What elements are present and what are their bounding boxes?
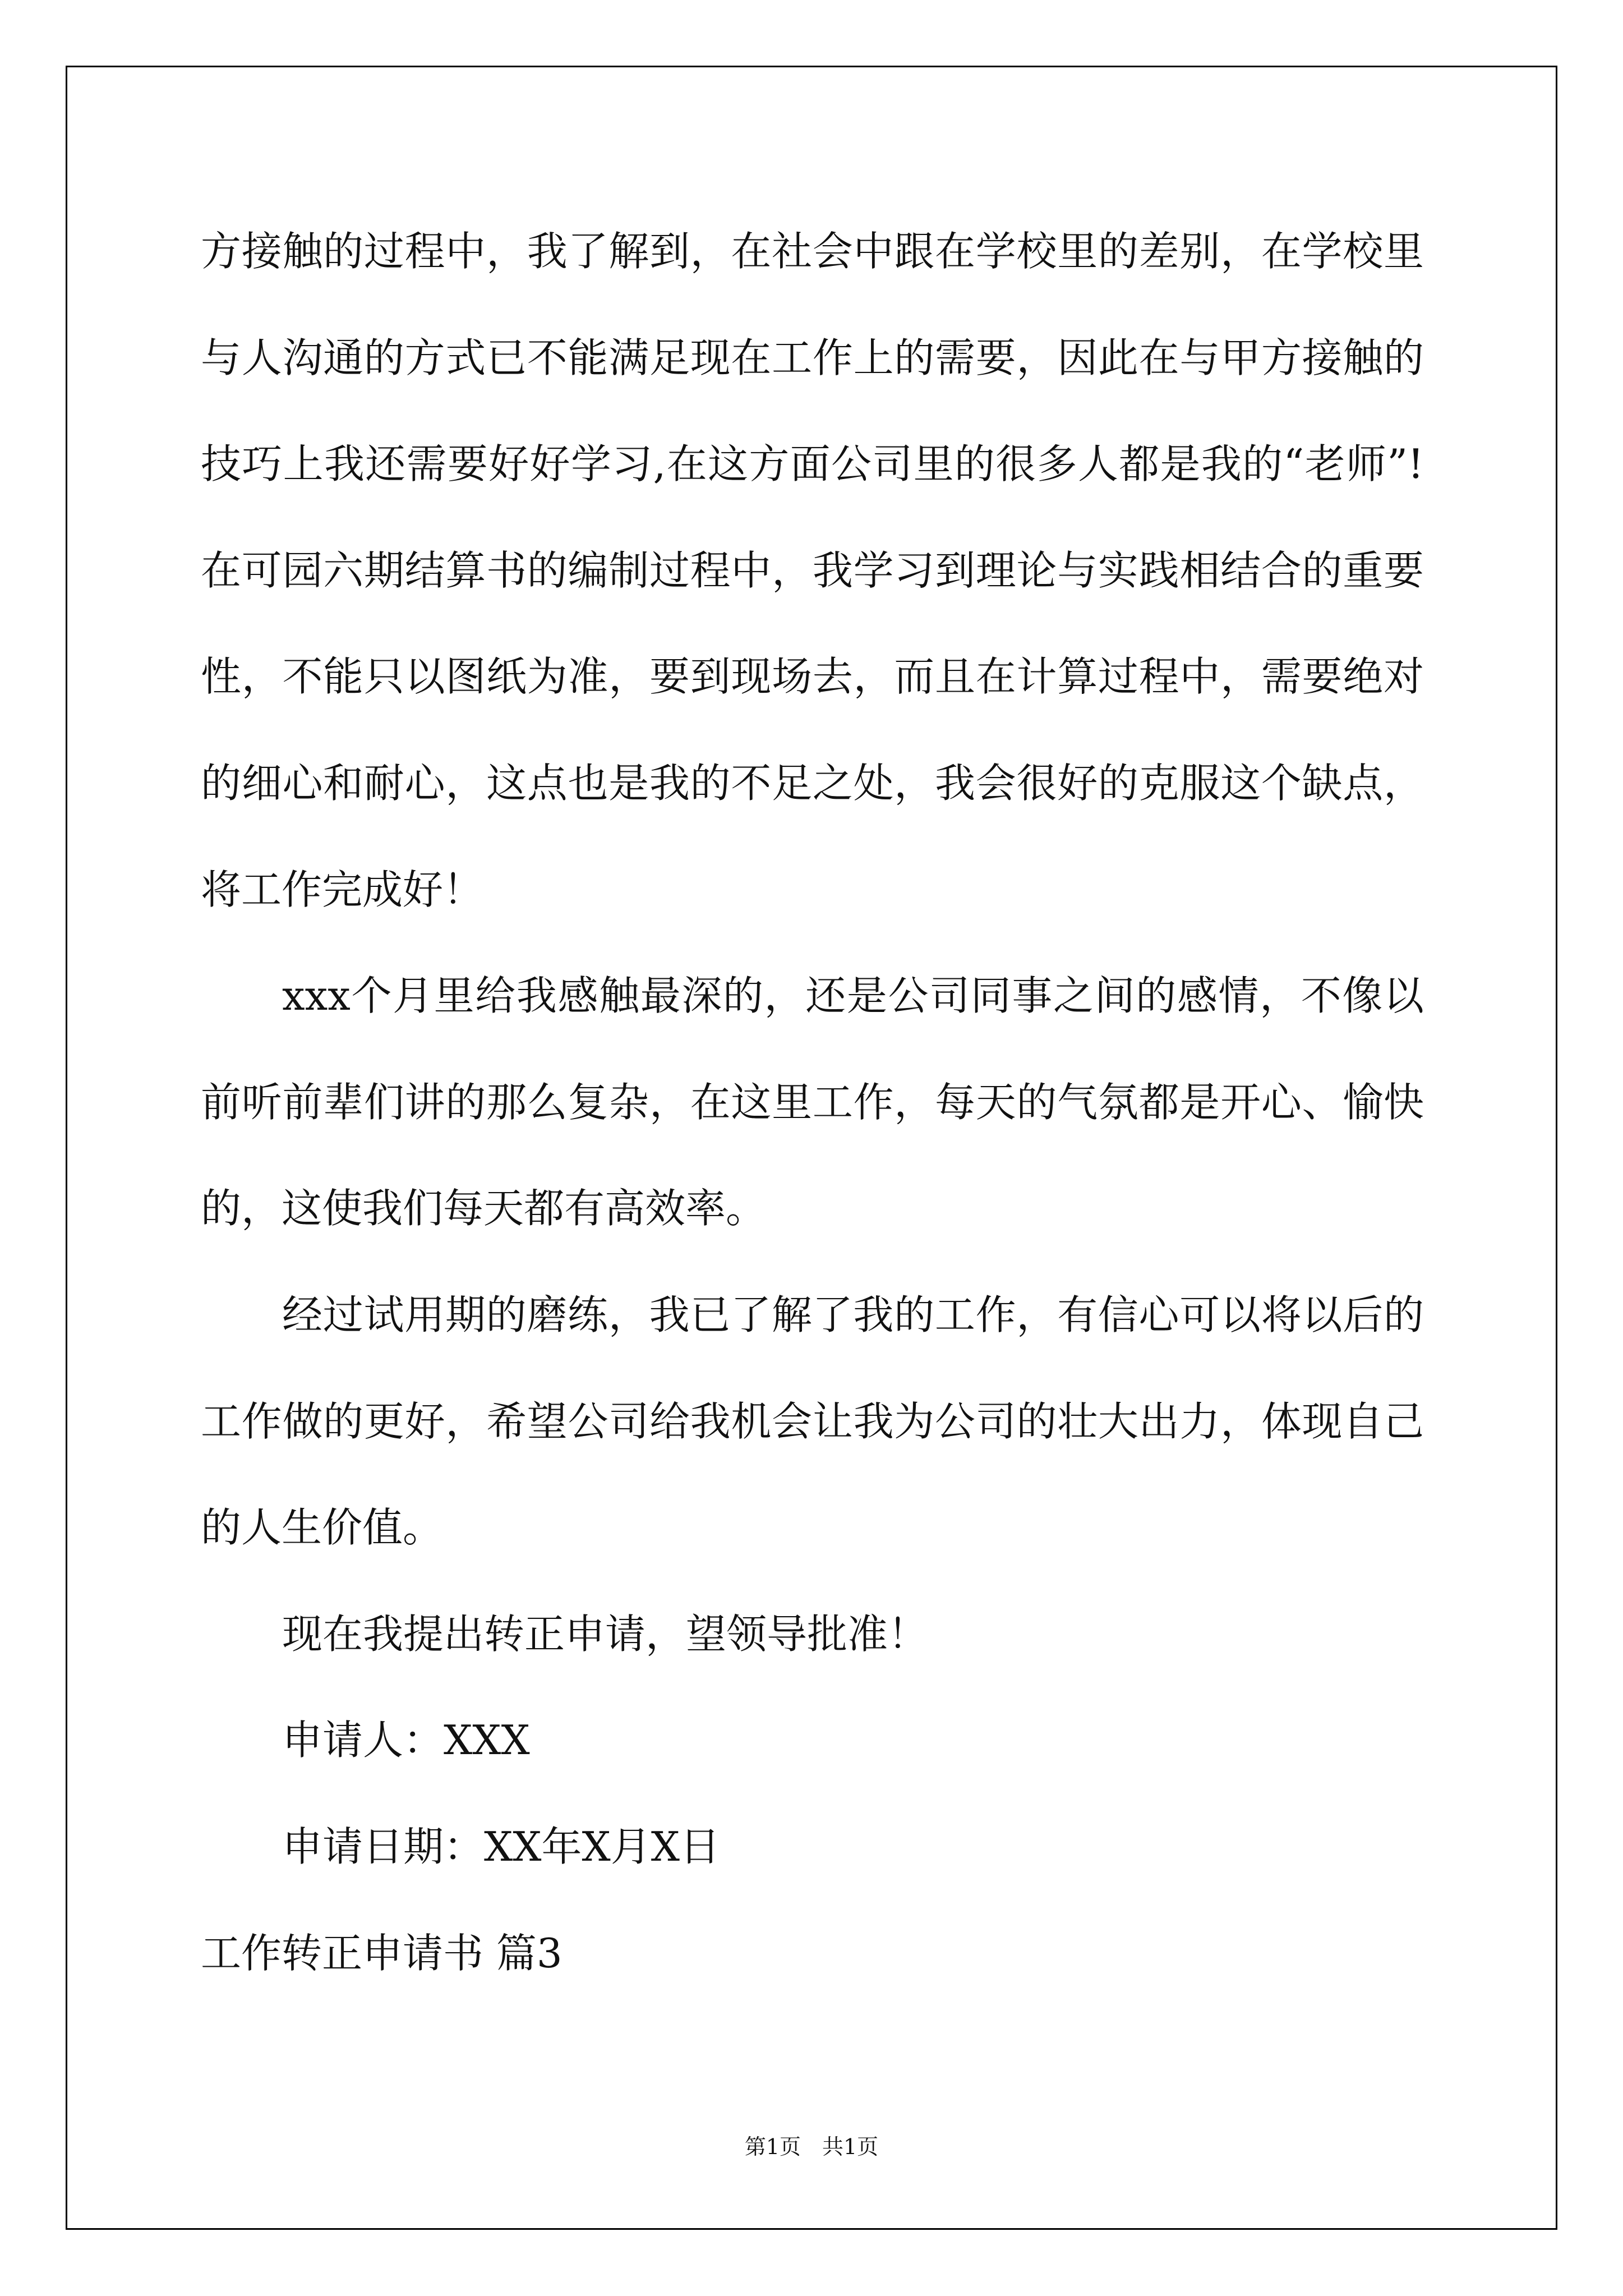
section-heading-block bbox=[201, 1901, 1424, 2007]
page-footer: 第1页 共1页 bbox=[744, 2134, 879, 2159]
text-line: 与人沟通的方式已不能满足现在工作上的需要，因此在与甲方接触的 bbox=[201, 334, 1424, 381]
paragraph bbox=[201, 199, 1424, 943]
paragraph bbox=[201, 1581, 1424, 1688]
text-line: 技巧上我还需要好好学习,在这方面公司里的很多人都是我的“老师”! bbox=[201, 440, 1424, 488]
text-line: 的，这使我们每天都有高效率。 bbox=[201, 1185, 767, 1232]
paragraph bbox=[201, 1262, 1424, 1581]
text-line: 方接触的过程中，我了解到，在社会中跟在学校里的差别，在学校里 bbox=[201, 228, 1424, 275]
section-heading: 工作转正申请书 篇3 bbox=[201, 1929, 562, 1977]
applicant-paragraph bbox=[201, 1687, 1424, 1794]
document-body bbox=[201, 199, 1424, 2007]
text-line: 的细心和耐心，这点也是我的不足之处，我会很好的克服这个缺点， bbox=[201, 759, 1424, 807]
application-date-paragraph bbox=[201, 1794, 1424, 1901]
text-line: 的人生价值。 bbox=[201, 1504, 444, 1552]
applicant-line: 申请人：XXX bbox=[282, 1717, 530, 1764]
text-line: xxx个月里给我感触最深的，还是公司同事之间的感情，不像以 bbox=[282, 972, 1424, 1020]
text-line: 经过试用期的磨练，我已了解了我的工作，有信心可以将以后的 bbox=[282, 1291, 1424, 1338]
text-line: 将工作完成好！ bbox=[201, 866, 484, 913]
paragraph bbox=[201, 943, 1424, 1262]
text-line: 工作做的更好，希望公司给我机会让我为公司的壮大出力，体现自己 bbox=[201, 1397, 1424, 1445]
text-line: 性，不能只以图纸为准，要到现场去，而且在计算过程中，需要绝对 bbox=[201, 653, 1424, 701]
text-line: 现在我提出转正申请，望领导批准！ bbox=[282, 1610, 929, 1658]
text-line: 在可园六期结算书的编制过程中，我学习到理论与实践相结合的重要 bbox=[201, 546, 1424, 594]
application-date-line: 申请日期：XX年X月X日 bbox=[282, 1823, 721, 1870]
text-line: 前听前辈们讲的那么复杂，在这里工作，每天的气氛都是开心、愉快 bbox=[201, 1078, 1424, 1126]
